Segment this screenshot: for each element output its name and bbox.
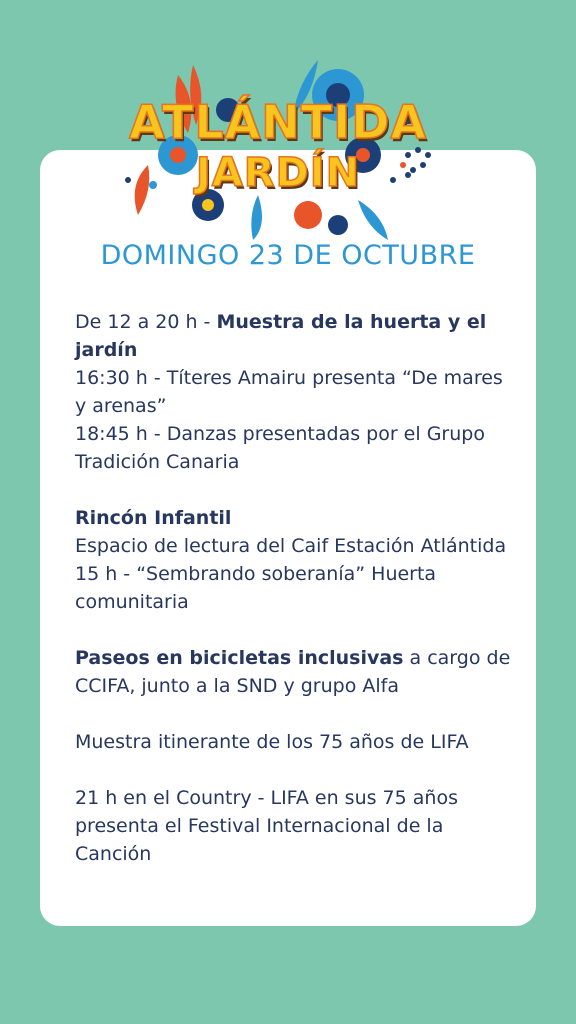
- date-heading: DOMINGO 23 DE OCTUBRE: [100, 240, 476, 271]
- program-item: Espacio de lectura del Caif Estación Atlántida: [75, 535, 507, 557]
- program-item: [75, 644, 515, 700]
- program-item: 21 h en el Country - LIFA en sus 75 años presenta el Festival Internacional de la Canción: [75, 787, 458, 865]
- item-detail: a cargo de CCIFA, junto a la SND y grupo Alfa: [75, 647, 511, 697]
- program-item: 18:45 h - Danzas presentadas por el Grupo Tradición Canaria: [75, 423, 485, 473]
- logo-title-line2: JARDÍN: [195, 150, 361, 196]
- logo-title-line1: ATLÁNTIDA: [128, 95, 428, 149]
- event-logo: [108, 55, 448, 245]
- program-item: Muestra itinerante de los 75 años de LIFA: [75, 731, 469, 753]
- section-title-rincon: Rincón Infantil: [75, 507, 232, 529]
- program-item: [75, 308, 515, 364]
- item-time: De 12 a 20 h -: [75, 311, 217, 333]
- item-title: Paseos en bicicletas inclusivas: [75, 647, 404, 669]
- program-item: 15 h - “Sembrando soberanía” Huerta comunitaria: [75, 563, 437, 613]
- item-title: Muestra de la huerta y el jardín: [75, 311, 487, 361]
- program-list: [75, 308, 515, 868]
- program-item: 16:30 h - Títeres Amairu presenta “De mares y arenas”: [75, 367, 503, 417]
